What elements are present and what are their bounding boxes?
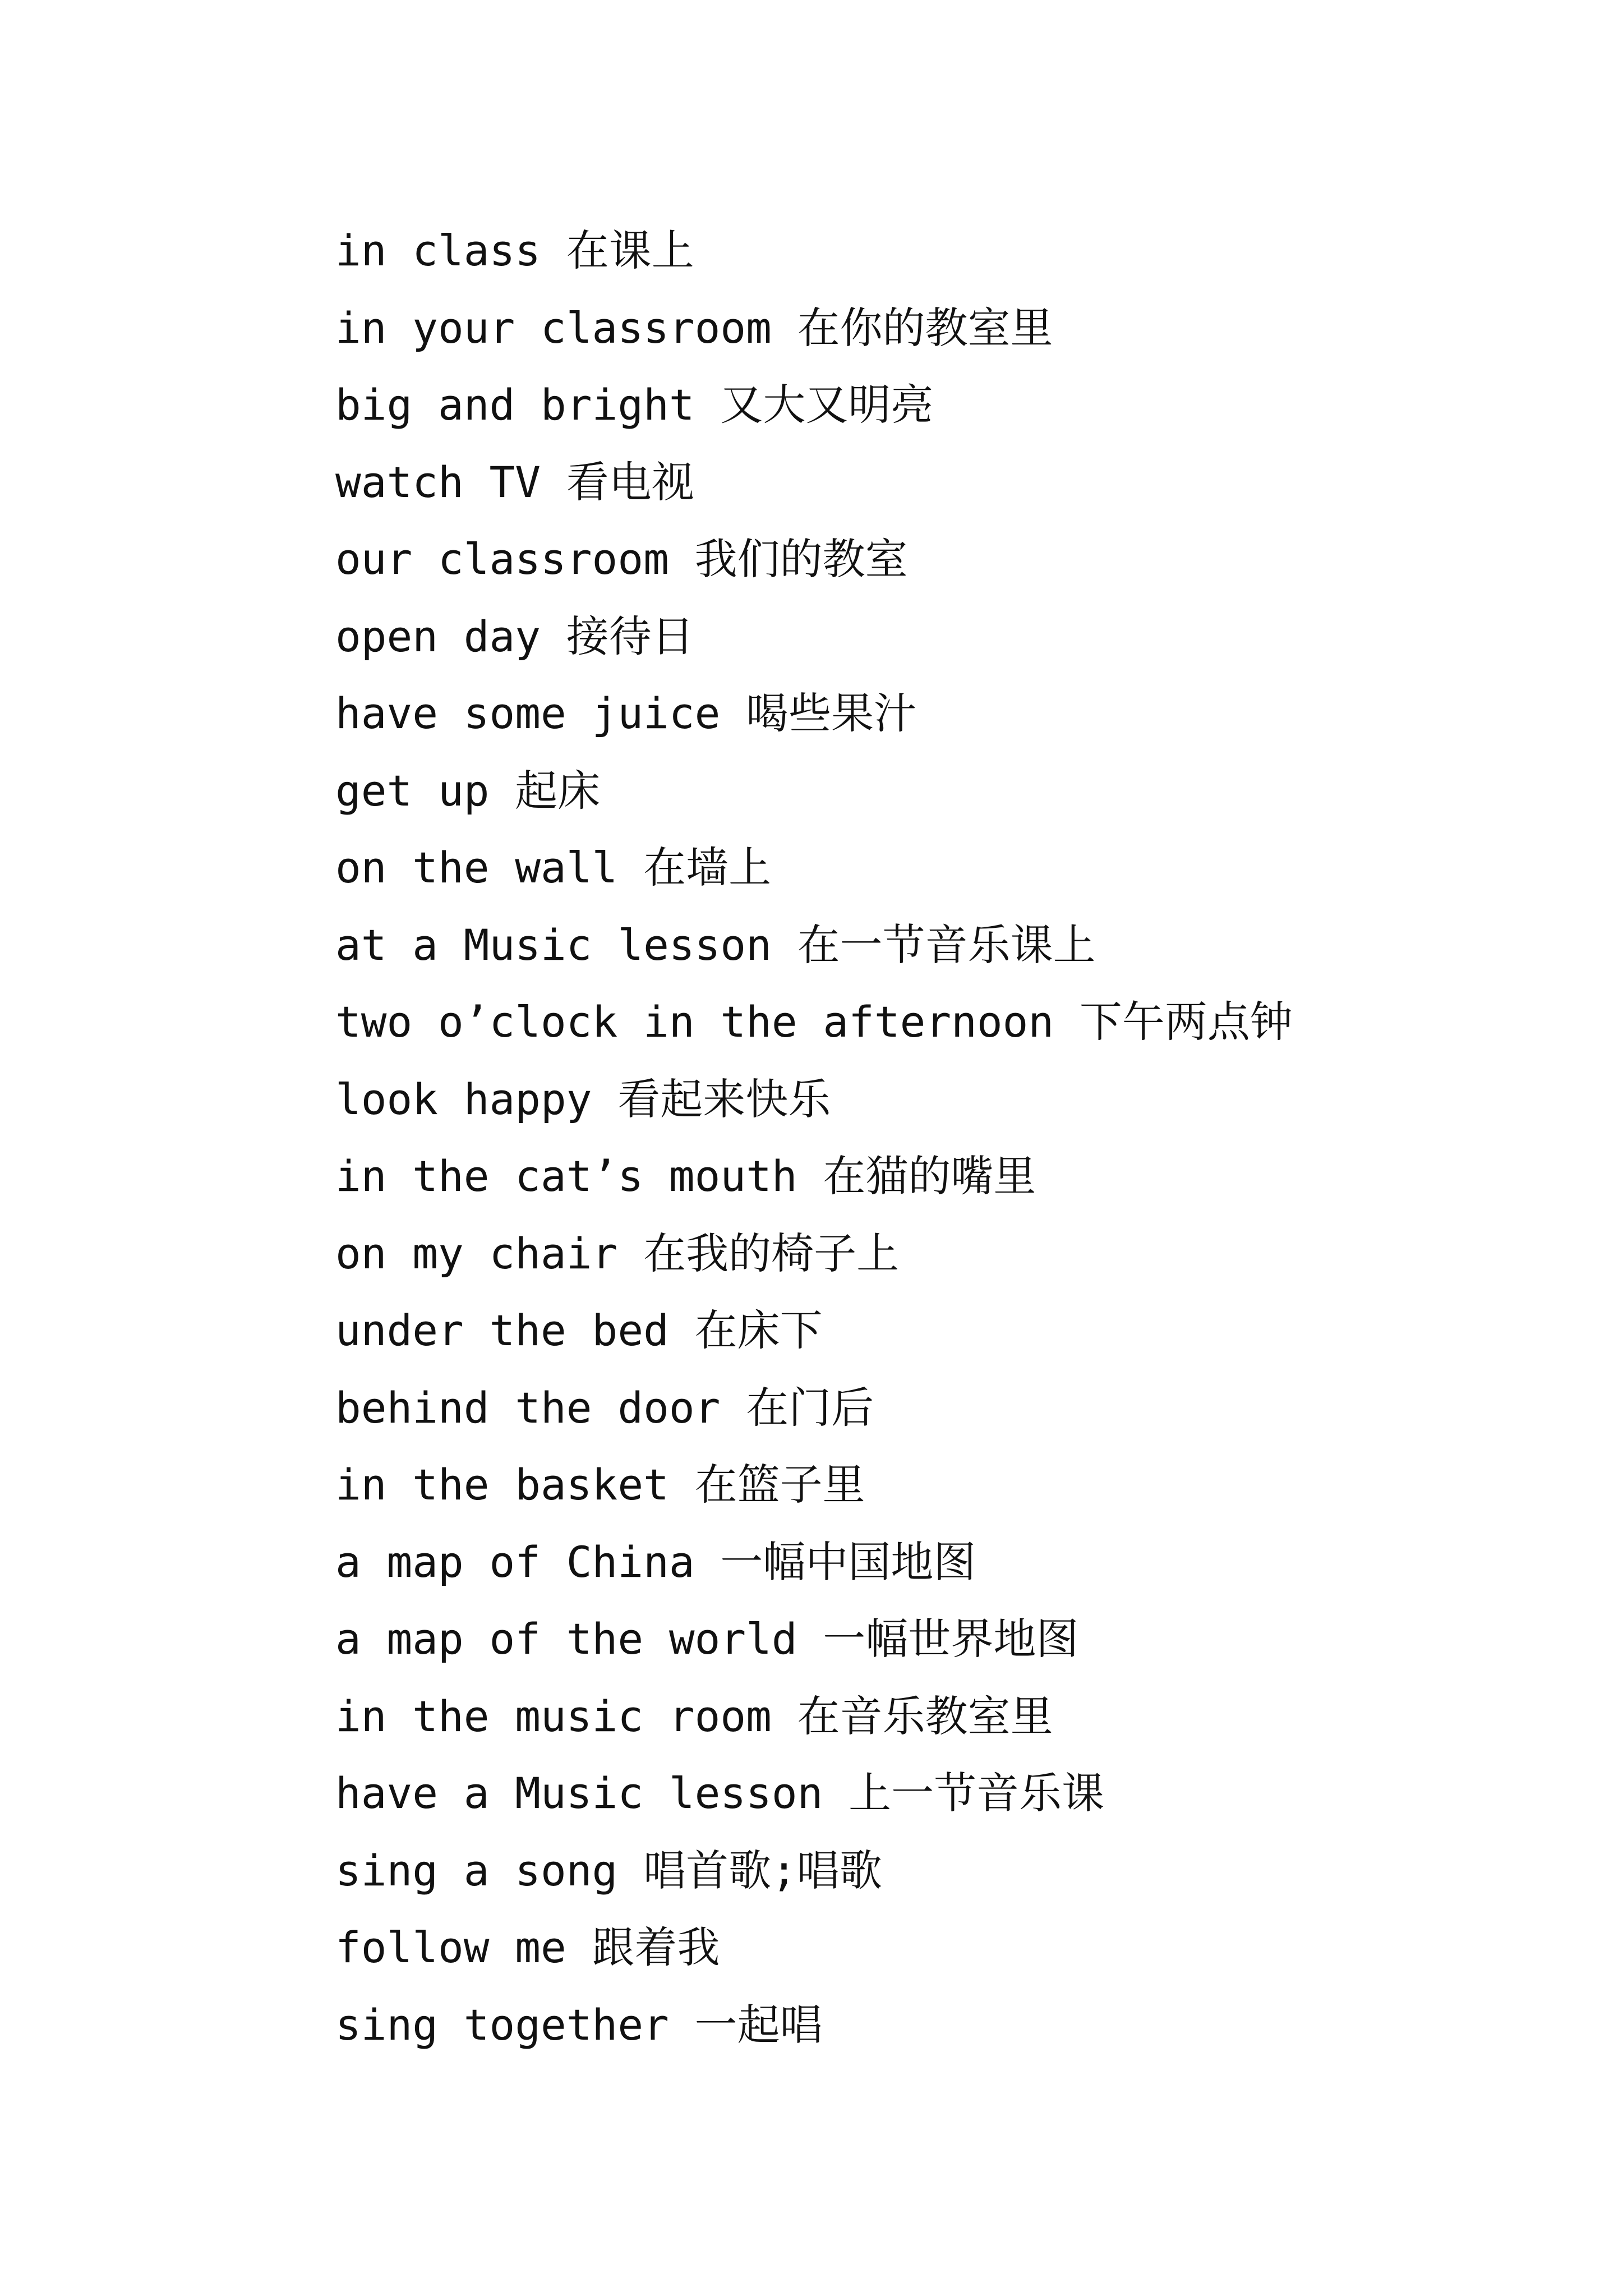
phrase-line: open day 接待日 [335,611,694,661]
phrase-line: at a Music lesson 在一节音乐课上 [335,919,1096,970]
phrase-line: sing together 一起唱 [335,1999,823,2050]
phrase-line: behind the door 在门后 [335,1382,874,1433]
phrase-line: have some juice 喝些果汁 [335,688,917,738]
phrase-line: follow me 跟着我 [335,1922,720,1972]
phrase-line: a map of China 一幅中国地图 [335,1536,976,1587]
phrase-line: look happy 看起来快乐 [335,1074,831,1124]
phrase-line: have a Music lesson 上一节音乐课 [335,1768,1105,1818]
phrase-line: in the cat’s mouth 在猫的嘴里 [335,1151,1036,1201]
phrase-line: sing a song 唱首歌;唱歌 [335,1845,882,1895]
phrase-line: two o’clock in the afternoon 下午两点钟 [335,997,1293,1047]
phrase-list [335,212,1293,2063]
phrase-line: under the bed 在床下 [335,1305,823,1355]
phrase-line: big and bright 又大又明亮 [335,380,934,430]
phrase-line: in your classroom 在你的教室里 [335,302,1053,353]
phrase-line: on the wall 在墙上 [335,843,772,892]
phrase-line: get up 起床 [335,765,601,816]
phrase-line: our classroom 我们的教室 [335,534,908,584]
phrase-line: in the music room 在音乐教室里 [335,1691,1053,1741]
phrase-line: on my chair 在我的椅子上 [335,1228,900,1278]
phrase-line: in the basket 在篮子里 [335,1460,865,1510]
phrase-line: a map of the world 一幅世界地图 [335,1614,1079,1664]
phrase-line: watch TV 看电视 [335,457,694,507]
phrase-line: in class 在课上 [335,226,694,275]
